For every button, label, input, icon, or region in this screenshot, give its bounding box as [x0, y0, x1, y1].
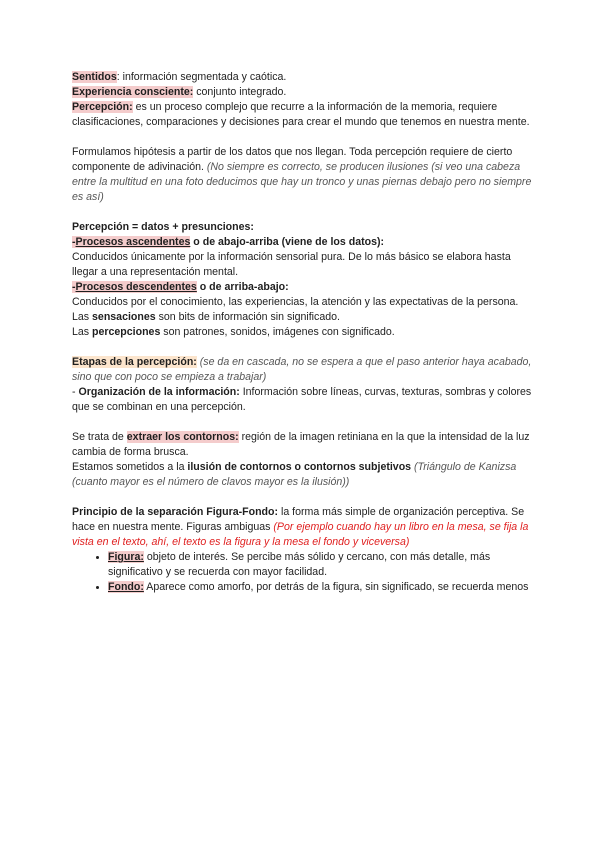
- term-experiencia: Experiencia consciente:: [72, 86, 194, 98]
- text: Se trata de: [72, 431, 127, 443]
- term-contornos: extraer los contornos:: [126, 431, 239, 443]
- note-red: (Por ejemplo cuando hay un libro en la mesa, se fija la vista en el texto, ahí, el texto es la figura y la mesa el fondo y viceversa): [72, 521, 529, 548]
- paragraph-ascendentes: Conducidos únicamente por la información sensorial pura. De lo más básico se elabora hasta llegar a una representación mental.: [72, 251, 511, 278]
- term-descendentes: Procesos descendentes: [75, 281, 197, 293]
- paragraph-figura-fondo: [72, 505, 532, 550]
- term-sentidos: Sentidos: [72, 71, 117, 83]
- text: es un proceso complejo que recurre a la información de la memoria, requiere clasificaciones, comparaciones y decisiones para crear el mundo que tenemos en nuestra mente.: [72, 101, 530, 128]
- prefix: -: [72, 281, 76, 293]
- text: son patrones, sonidos, imágenes con significado.: [160, 326, 395, 338]
- text: Estamos sometidos a la: [72, 461, 188, 473]
- paragraph-etapas: [72, 355, 532, 385]
- term-percepciones: percepciones: [92, 326, 161, 338]
- paragraph-ilusion: [72, 460, 532, 490]
- text: son bits de información sin significado.: [155, 311, 340, 323]
- term-figura-fondo: Principio de la separación Figura-Fondo:: [72, 506, 279, 518]
- text: objeto de interés. Se percibe más sólido y cercano, con más detalle, más significativo y se recuerda con mayor facilidad.: [108, 551, 491, 578]
- note: (Triángulo de Kanizsa (cuanto mayor es el número de clavos mayor es la ilusión)): [72, 461, 517, 488]
- term-figura: Figura:: [108, 551, 144, 563]
- text: Las: [72, 311, 93, 323]
- paragraph-organizacion: [72, 385, 532, 415]
- term-percepcion: Percepción:: [72, 101, 133, 113]
- text: o de abajo-arriba (viene de los datos):: [190, 236, 385, 248]
- text: conjunto integrado.: [193, 86, 287, 98]
- heading-descendentes: [72, 280, 532, 295]
- note: (se da en cascada, no se espera a que el paso anterior haya acabado, sino que con poco se empieza a trabajar): [72, 356, 532, 383]
- term-ascendentes: Procesos ascendentes: [75, 236, 191, 248]
- bullet-list: [72, 550, 532, 595]
- text: Formulamos hipótesis a partir de los datos que nos llegan. Toda percepción requiere de cierto componente de adivinación.: [72, 146, 513, 173]
- term-organizacion: Organización de la información:: [78, 386, 240, 398]
- term-sensaciones: sensaciones: [92, 311, 156, 323]
- text: región de la imagen retiniana en la que la intensidad de la luz cambia de forma brusca.: [72, 431, 530, 458]
- paragraph-experiencia: [72, 85, 532, 100]
- text: Aparece como amorfo, por detrás de la figura, sin significado, se recuerda menos: [143, 581, 529, 593]
- text: : información segmentada y caótica.: [116, 71, 287, 83]
- text: Las: [72, 326, 93, 338]
- text: la forma más simple de organización perceptiva. Se hace en nuestra mente. Figuras ambiguas: [72, 506, 525, 533]
- paragraph-hipotesis: [72, 145, 532, 205]
- text: Información sobre líneas, curvas, texturas, sombras y colores que se combinan en una percepción.: [72, 386, 532, 413]
- paragraph-percepcion: [72, 100, 532, 130]
- list-item: [108, 550, 532, 580]
- paragraph-descendentes: Conducidos por el conocimiento, las experiencias, la atención y las expectativas de la persona.: [72, 296, 519, 308]
- heading-percepcion-formula: Percepción = datos + presunciones:: [72, 221, 254, 233]
- term-fondo: Fondo:: [108, 581, 144, 593]
- term-ilusion: ilusión de contornos o contornos subjetivos: [187, 461, 412, 473]
- text: o de arriba-abajo:: [196, 281, 289, 293]
- paragraph-sensaciones: [72, 310, 532, 325]
- prefix: -: [72, 386, 79, 398]
- note: (No siempre es correcto, se producen ilusiones (si veo una cabeza entre la multitud en una foto deducimos que hay un tronco y unas piernas debajo pero no siempre es así): [72, 161, 532, 203]
- paragraph-sentidos: [72, 70, 532, 85]
- prefix: -: [72, 236, 76, 248]
- heading-ascendentes: [72, 235, 532, 250]
- term-etapas: Etapas de la percepción:: [72, 356, 197, 368]
- list-item: [108, 580, 532, 595]
- paragraph-percepciones: [72, 325, 532, 340]
- paragraph-contornos: [72, 430, 532, 460]
- document-body: [72, 70, 532, 595]
